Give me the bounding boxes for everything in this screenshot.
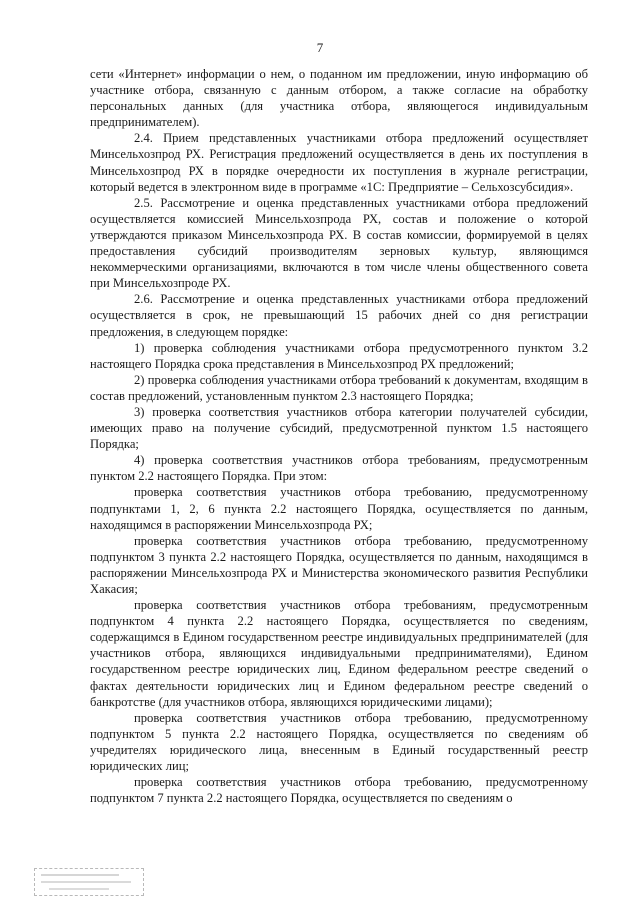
paragraph-2-5: 2.5. Рассмотрение и оценка представленных участниками отбора предложений осуществляется комиссией Минсельхозпрода РХ, состав и положение о которой утверждаются приказом Минсельхозпрода РХ. В состав комиссии, формируемой в целях предоставления субсидий производителям зерновых культур, являющимся некоммерческими организациями, включаются в том числе члены общественного совета при Минсельхозпроде РХ. [90,195,588,291]
check-paragraph-2: проверка соответствия участников отбора требованию, предусмотренному подпунктом 3 пункта 2.2 настоящего Порядка, осуществляется по данным, находящимся в распоряжении Минсельхозпрода РХ и Министерства экономического развития Республики Хакасия; [90,533,588,596]
list-item-3: 3) проверка соответствия участников отбора категории получателей субсидии, имеющих право на получение субсидий, предусмотренной пунктом 1.5 настоящего Порядка; [90,404,588,452]
paragraph-2-6: 2.6. Рассмотрение и оценка представленных участниками отбора предложений осуществляется в срок, не превышающий 15 рабочих дней со дня регистрации предложения, в следующем порядке: [90,292,588,339]
list-item-2: 2) проверка соблюдения участниками отбора требований к документам, входящим в состав предложений, установленным пунктом 2.3 настоящего Порядка; [90,372,588,403]
check-paragraph-3: проверка соответствия участников отбора требованиям, предусмотренным подпунктом 4 пункта 2.2 настоящего Порядка, осуществляется по сведениям, содержащимся в Едином государственном реестре индивидуальных предпринимателей (для участников отбора, являющихся индивидуальными предпринимателями), Едином государственном реестре юридических лиц, Едином федеральном реестре сведений о фактах деятельности юридических лиц и Едином федеральном реестре сведений о банкротстве (для участников отбора, являющихся юридическими лицами); [90,598,588,709]
check-paragraph-4: проверка соответствия участников отбора требованию, предусмотренному подпунктом 5 пункта 2.2 настоящего Порядка, осуществляется по сведениям об учредителях юридического лица, внесенным в Единый государственный реестр юридических лиц; [90,710,588,774]
check-paragraph-1: проверка соответствия участников отбора требованию, предусмотренному подпунктами 1, 2, 6 пункта 2.2 настоящего Порядка, осуществляется по данным, находящимся в распоряжении Минсельхозпрода РХ; [90,485,588,532]
list-item-1: 1) проверка соблюдения участниками отбора предусмотренного пунктом 3.2 настоящего Порядка срока представления в Минсельхозпрод РХ предложений; [90,340,588,371]
stamp-lines-icon [39,871,139,893]
page-number: 7 [316,40,324,55]
check-paragraph-5: проверка соответствия участников отбора требованию, предусмотренному подпунктом 7 пункта 2.2 настоящего Порядка, осуществляется по сведениям о [90,775,588,806]
document-body [90,66,588,806]
list-item-4: 4) проверка соответствия участников отбора требованиям, предусмотренным пунктом 2.2 настоящего Порядка. При этом: [90,453,588,484]
paragraph-2-4: 2.4. Прием представленных участниками отбора предложений осуществляет Минсельхозпрод РХ. Регистрация предложений осуществляется в день их поступления в Минсельхозпрод РХ в порядке очередности их поступления в журнале регистрации, который ведется в электронном виде в программе «1С: Предприятие – Сельхозсубсидия». [90,131,588,194]
paragraph-continuation: сети «Интернет» информации о нем, о поданном им предложении, иную информацию об участнике отбора, связанную с данным отбором, а также согласие на обработку персональных данных (для участника отбора, являющегося индивидуальным предпринимателем). [90,67,588,130]
registration-stamp [34,868,144,896]
